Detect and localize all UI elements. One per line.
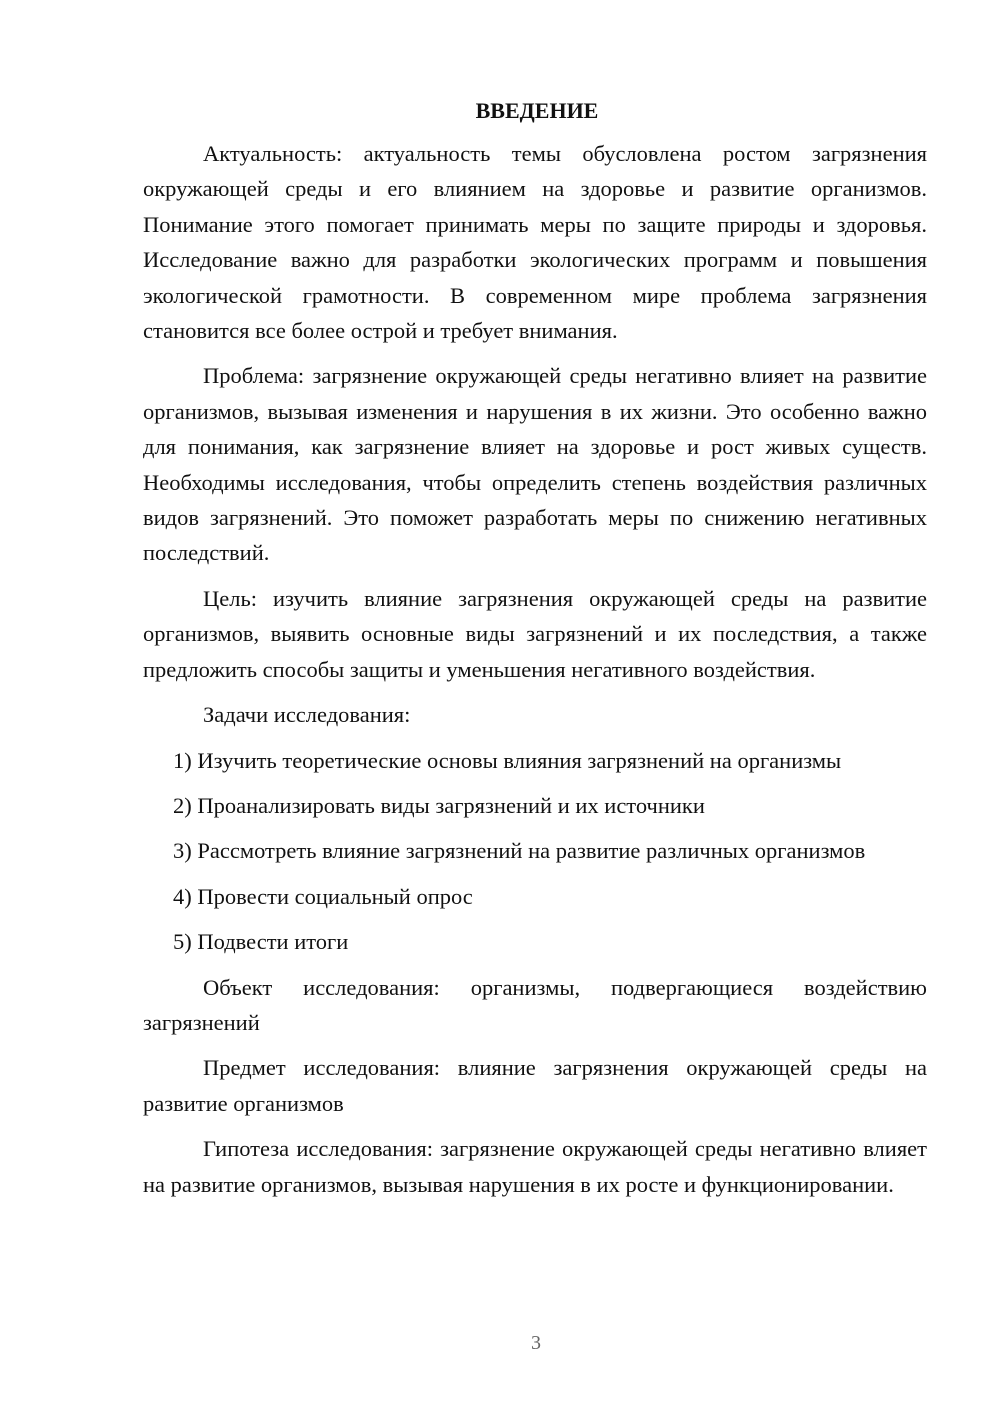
task-item: 2) Проанализировать виды загрязнений и их источники [173,792,705,818]
subject-paragraph: Предмет исследования: влияние загрязнения окружающей среды на развитие организмов [143,1055,927,1116]
task-item: 4) Провести социальный опрос [173,883,473,909]
object-paragraph: Объект исследования: организмы, подвергающиеся воздействию загрязнений [143,974,927,1035]
document-body [143,96,927,1212]
task-item: 3) Рассмотреть влияние загрязнений на развитие различных организмов [173,838,866,864]
task-item: 1) Изучить теоретические основы влияния загрязнений на организмы [173,747,842,773]
tasks-heading: Задачи исследования: [203,702,411,728]
hypothesis-paragraph: Гипотеза исследования: загрязнение окружающей среды негативно влияет на развитие организмов, вызывая нарушения в их росте и функционировании. [143,1136,927,1197]
problem-paragraph: Проблема: загрязнение окружающей среды негативно влияет на развитие организмов, вызывая изменения и нарушения в их жизни. Это особенно важно для понимания, как загрязнение влияет на здоровье и рост живых существ. Необходимы исследования, чтобы определить степень воздействия различных видов загрязнений. Это поможет разработать меры по снижению негативных последствий. [143,363,927,566]
task-item: 5) Подвести итоги [173,929,349,955]
tasks-list [143,743,927,960]
relevance-paragraph: Актуальность: актуальность темы обусловлена ростом загрязнения окружающей среды и его влиянием на здоровье и развитие организмов. Понимание этого помогает принимать меры по защите природы и здоровья. Исследование важно для разработки экологических программ и повышения экологической грамотности. В современном мире проблема загрязнения становится все более острой и требует внимания. [143,141,927,344]
section-title: ВВЕДЕНИЕ [475,98,599,123]
page-number: 3 [531,1332,541,1354]
goal-paragraph: Цель: изучить влияние загрязнения окружающей среды на развитие организмов, выявить основные виды загрязнений и их последствия, а также предложить способы защиты и уменьшения негативного воздействия. [143,585,927,682]
